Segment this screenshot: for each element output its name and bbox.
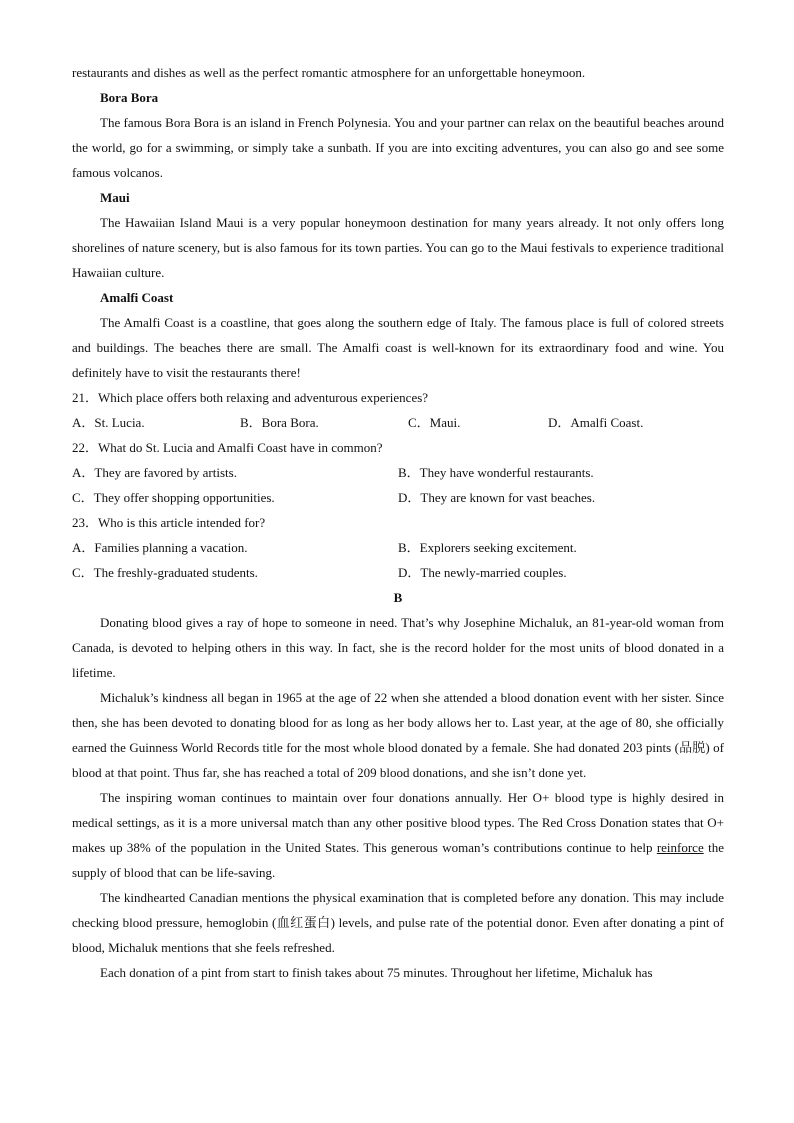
question-22-options-row1 — [72, 460, 724, 485]
question-22-options-row2 — [72, 485, 724, 510]
q22-option-d: D．They are known for vast beaches. — [398, 490, 596, 505]
passage-b-paragraph-5: Each donation of a pint from start to finish takes about 75 minutes. Throughout her lifetime, Michaluk has — [100, 965, 653, 980]
paragraph-amalfi-coast: The Amalfi Coast is a coastline, that goes along the southern edge of Italy. The famous place is full of colored streets and buildings. The beaches there are small. The Amalfi coast is well-known for its extraordinary food and wine. You definitely have to visit the restaurants there! — [72, 315, 724, 380]
paragraph-maui: The Hawaiian Island Maui is a very popular honeymoon destination for many years already. It not only offers long shorelines of nature scenery, but is also famous for its town parties. You can go to the Maui festivals to experience traditional Hawaiian culture. — [72, 215, 724, 280]
underlined-word-reinforce: reinforce — [656, 840, 704, 855]
q21-option-a: A．St. Lucia. — [72, 415, 145, 430]
q23-option-b: B．Explorers seeking excitement. — [398, 540, 577, 555]
q22-option-a: A．They are favored by artists. — [72, 465, 237, 480]
paragraph-3-text-before: The inspiring woman continues to maintain over four donations annually. Her O+ blood type is highly desired in medical settings, as it is a more universal match than any other positive blood types. The Red Cross Donation states that O+ makes up 38% of the population in the United States. This generous woman’s contributions continue to help — [72, 790, 724, 855]
paragraph-3-text-after: the supply of blood that can be life-saving. — [72, 840, 724, 880]
passage-b-paragraph-1: Donating blood gives a ray of hope to someone in need. That’s why Josephine Michaluk, an 81-year-old woman from Canada, is devoted to helping others in this way. In fact, she is the record holder for the most units of blood donated in a lifetime. — [72, 615, 724, 680]
q21-option-b: B．Bora Bora. — [240, 415, 319, 430]
question-23-stem: 23．Who is this article intended for? — [72, 515, 266, 530]
question-22-stem: 22．What do St. Lucia and Amalfi Coast have in common? — [72, 440, 383, 455]
paragraph-bora-bora: The famous Bora Bora is an island in French Polynesia. You and your partner can relax on the beautiful beaches around the world, go for a swimming, or simply take a sunbath. If you are into exciting adventures, you can also go and see some famous volcanos. — [72, 115, 724, 180]
question-23-options-row1 — [72, 535, 724, 560]
heading-bora-bora: Bora Bora — [100, 90, 159, 105]
q21-option-d: D．Amalfi Coast. — [548, 415, 644, 430]
section-b-heading: B — [393, 590, 403, 605]
question-23-options-row2 — [72, 560, 724, 585]
q22-option-b: B．They have wonderful restaurants. — [398, 465, 594, 480]
q22-option-c: C．They offer shopping opportunities. — [72, 490, 275, 505]
document-page — [72, 60, 724, 985]
passage-b-paragraph-4: The kindhearted Canadian mentions the physical examination that is completed before any donation. This may include checking blood pressure, hemoglobin (血红蛋白) levels, and pulse rate of the potential donor. Even after donating a pint of blood, Michaluk mentions that she feels refreshed. — [72, 890, 724, 955]
passage-b-paragraph-3 — [72, 785, 724, 885]
q23-option-d: D．The newly-married couples. — [398, 565, 567, 580]
heading-maui: Maui — [100, 190, 130, 205]
q23-option-c: C．The freshly-graduated students. — [72, 565, 258, 580]
heading-amalfi-coast: Amalfi Coast — [100, 290, 174, 305]
question-21-stem: 21．Which place offers both relaxing and adventurous experiences? — [72, 390, 429, 405]
q21-option-c: C．Maui. — [408, 415, 461, 430]
q23-option-a: A．Families planning a vacation. — [72, 540, 248, 555]
question-21-options — [72, 410, 724, 435]
continuation-text: restaurants and dishes as well as the perfect romantic atmosphere for an unforgettable honeymoon. — [72, 65, 586, 80]
passage-b-paragraph-2: Michaluk’s kindness all began in 1965 at the age of 22 when she attended a blood donation event with her sister. Since then, she has been devoted to donating blood for as long as her body allows her to. Last year, at the age of 80, she officially earned the Guinness World Records title for the most whole blood donated by a female. She had donated 203 pints (品脱) of blood at that point. Thus far, she has reached a total of 209 blood donations, and she isn’t done yet. — [72, 690, 724, 780]
